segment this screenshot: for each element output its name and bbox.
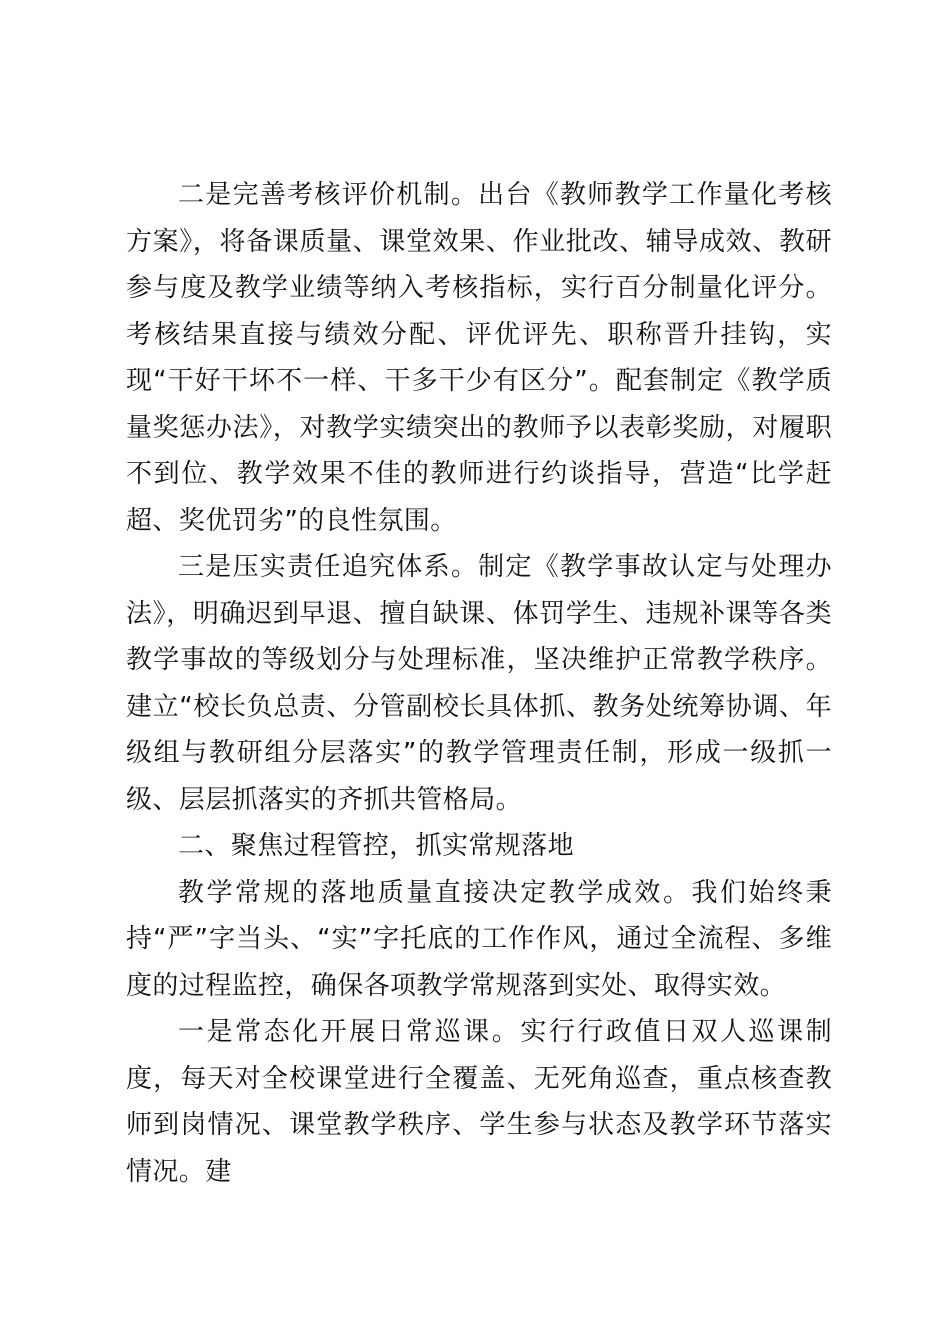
paragraph-assessment-mechanism: 二是完善考核评价机制。出台《教师教学工作量化考核方案》，将备课质量、课堂效果、作业批改、辅导成效、教研参与度及教学业绩等纳入考核指标，实行百分制量化评分。考核结果直接与绩效分配、评优评先、职称晋升挂钩，实现“干好干坏不一样、干多干少有区分”。配套制定《教学质量奖惩办法》，对教学实绩突出的教师予以表彰奖励，对履职不到位、教学效果不佳的教师进行约谈指导，营造“比学赶超、奖优罚劣”的良性氛围。 bbox=[126, 180, 832, 536]
paragraph-accountability-system: 三是压实责任追究体系。制定《教学事故认定与处理办法》，明确迟到早退、擅自缺课、体罚学生、违规补课等各类教学事故的等级划分与处理标准，坚决维护正常教学秩序。建立“校长负总责、分管副校长具体抓、教务处统筹协调、年级组与教研组分层落实”的教学管理责任制，形成一级抓一级、层层抓落实的齐抓共管格局。 bbox=[126, 552, 832, 815]
section-heading-process-control: 二、聚焦过程管控，抓实常规落地 bbox=[178, 831, 575, 861]
document-body bbox=[126, 172, 832, 1195]
paragraph-teaching-routine: 教学常规的落地质量直接决定教学成效。我们始终秉持“严”字当头、“实”字托底的工作作风，通过全流程、多维度的过程监控，确保各项教学常规落到实处、取得实效。 bbox=[126, 877, 832, 1001]
paragraph-daily-inspection: 一是常态化开展日常巡课。实行行政值日双人巡课制度，每天对全校课堂进行全覆盖、无死角巡查，重点核查教师到岗情况、课堂教学秩序、学生参与状态及教学环节落实情况。建 bbox=[126, 1017, 832, 1187]
